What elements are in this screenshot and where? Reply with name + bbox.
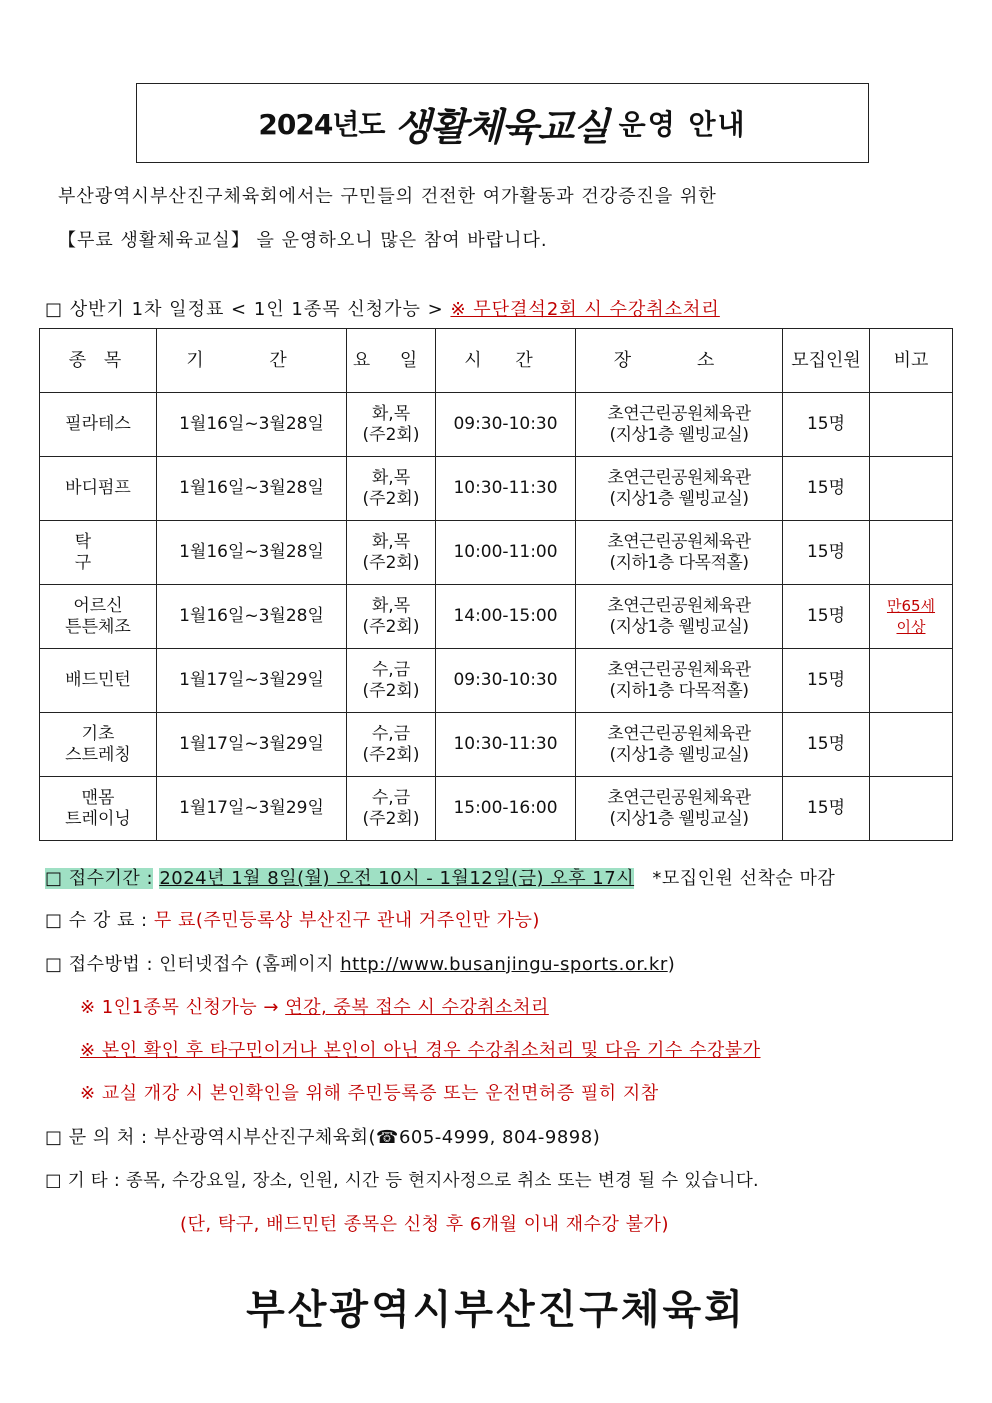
intro-line-2: 【무료 생활체육교실】 을 운영하오니 많은 참여 바랍니다. bbox=[58, 230, 548, 251]
schedule-table bbox=[39, 328, 953, 841]
table-row bbox=[40, 777, 953, 841]
cell-place bbox=[576, 713, 783, 777]
absence-warning: ※ 무단결석2회 시 수강취소처리 bbox=[450, 299, 720, 320]
cell-sport: 어르신 튼튼체조 bbox=[65, 595, 131, 637]
cell-place1: 초연근린공원체육관 bbox=[607, 723, 751, 744]
cell-place1: 초연근린공원체육관 bbox=[607, 467, 751, 488]
cell-days1: 화,목 bbox=[371, 595, 411, 616]
cell-capacity: 15명 bbox=[806, 798, 846, 818]
cell-days1: 화,목 bbox=[371, 467, 411, 488]
cell-sport: 기초 스트레칭 bbox=[65, 723, 131, 765]
cell-place bbox=[576, 393, 783, 457]
title-tail: 운영 안내 bbox=[618, 108, 747, 141]
contact-line: □ 문 의 처 : 부산광역시부산진구체육회(☎605-4999, 804-9898) bbox=[45, 1127, 601, 1148]
cell-days2: (주2회) bbox=[362, 488, 420, 509]
table-row bbox=[40, 649, 953, 713]
header-sport: 종 목 bbox=[40, 329, 157, 393]
cell-period: 1월17일~3월29일 bbox=[179, 798, 324, 818]
cell-time: 10:30-11:30 bbox=[453, 734, 558, 754]
cell-note bbox=[870, 649, 953, 713]
cell-time bbox=[436, 777, 576, 841]
cell-note bbox=[870, 521, 953, 585]
cell-capacity: 15명 bbox=[806, 734, 846, 754]
registration-note: *모집인원 선착순 마감 bbox=[652, 868, 836, 889]
registration-period-line bbox=[45, 864, 835, 890]
cell-period: 1월16일~3월28일 bbox=[179, 478, 324, 498]
intro-line-1: 부산광역시부산진구체육회에서는 구민들의 건전한 여가활동과 건강증진을 위한 bbox=[58, 186, 717, 207]
cell-period bbox=[157, 649, 347, 713]
cell-days bbox=[347, 777, 436, 841]
cell-place bbox=[576, 777, 783, 841]
homepage-link[interactable]: http://www.busanjingu-sports.or.kr bbox=[340, 954, 668, 975]
cell-time: 10:00-11:00 bbox=[453, 542, 558, 562]
cell-sport bbox=[40, 457, 157, 521]
header-place: 장 소 bbox=[576, 329, 783, 393]
cell-days1: 화,목 bbox=[371, 403, 411, 424]
cell-capacity bbox=[783, 713, 870, 777]
cell-sport: 맨몸 트레이닝 bbox=[65, 787, 131, 829]
cell-capacity: 15명 bbox=[806, 478, 846, 498]
cell-place bbox=[576, 521, 783, 585]
table-row bbox=[40, 521, 953, 585]
cell-capacity bbox=[783, 649, 870, 713]
cell-place2: (지상1층 웰빙교실) bbox=[609, 424, 749, 445]
cell-note1: 만65세 bbox=[886, 596, 936, 615]
table-row bbox=[40, 713, 953, 777]
cell-sport: 필라테스 bbox=[65, 414, 131, 434]
cell-time: 09:30-10:30 bbox=[453, 414, 558, 434]
registration-label: □ 접수기간 : bbox=[45, 868, 154, 889]
note-one-sport bbox=[80, 993, 549, 1019]
cell-place1: 초연근린공원체육관 bbox=[607, 787, 751, 808]
cell-place1: 초연근린공원체육관 bbox=[607, 595, 751, 616]
cell-days bbox=[347, 713, 436, 777]
cell-period: 1월16일~3월28일 bbox=[179, 542, 324, 562]
cell-place2: (지하1층 다목적홀) bbox=[609, 680, 749, 701]
note-one-sport-rest: 연강, 중복 접수 시 수강취소처리 bbox=[285, 997, 549, 1018]
cell-note bbox=[870, 713, 953, 777]
cell-days2: (주2회) bbox=[362, 808, 420, 829]
cell-time bbox=[436, 649, 576, 713]
cell-sport: 바디펌프 bbox=[65, 478, 131, 498]
method-close: ) bbox=[667, 954, 676, 975]
method-line bbox=[45, 950, 675, 976]
cell-capacity bbox=[783, 457, 870, 521]
cell-time: 14:00-15:00 bbox=[453, 606, 558, 626]
cell-period: 1월16일~3월28일 bbox=[179, 606, 324, 626]
fee-label: □ 수 강 료 : bbox=[45, 910, 148, 931]
table-row bbox=[40, 457, 953, 521]
cell-note2: 이상 bbox=[896, 617, 926, 636]
cell-period bbox=[157, 713, 347, 777]
note-one-sport-prefix: ※ 1인1종목 신청가능 → bbox=[80, 997, 279, 1018]
cell-period: 1월17일~3월29일 bbox=[179, 734, 324, 754]
cell-sport bbox=[40, 713, 157, 777]
cell-time bbox=[436, 393, 576, 457]
cell-days bbox=[347, 457, 436, 521]
cell-place2: (지상1층 웰빙교실) bbox=[609, 808, 749, 829]
cell-place2: (지상1층 웰빙교실) bbox=[609, 744, 749, 765]
schedule-heading-text: □ 상반기 1차 일정표 < 1인 1종목 신청가능 > bbox=[45, 299, 444, 320]
cell-capacity: 15명 bbox=[806, 414, 846, 434]
etc-note: (단, 탁구, 배드민턴 종목은 신청 후 6개월 이내 재수강 불가) bbox=[180, 1214, 669, 1235]
cell-time: 15:00-16:00 bbox=[453, 798, 558, 818]
header-time: 시 간 bbox=[436, 329, 576, 393]
cell-days bbox=[347, 585, 436, 649]
table-row bbox=[40, 393, 953, 457]
cell-days1: 수,금 bbox=[371, 723, 411, 744]
cell-capacity: 15명 bbox=[806, 542, 846, 562]
cell-time bbox=[436, 521, 576, 585]
title-box bbox=[136, 83, 869, 163]
cell-period bbox=[157, 457, 347, 521]
cell-place bbox=[576, 585, 783, 649]
cell-sport bbox=[40, 649, 157, 713]
cell-capacity bbox=[783, 777, 870, 841]
cell-days bbox=[347, 521, 436, 585]
cell-place2: (지상1층 웰빙교실) bbox=[609, 616, 749, 637]
cell-period bbox=[157, 521, 347, 585]
cell-period: 1월16일~3월28일 bbox=[179, 414, 324, 434]
cell-period bbox=[157, 777, 347, 841]
cell-sport bbox=[40, 585, 157, 649]
cell-days2: (주2회) bbox=[362, 680, 420, 701]
method-label: □ 접수방법 : 인터넷접수 (홈페이지 bbox=[45, 954, 335, 975]
cell-days bbox=[347, 393, 436, 457]
title-year: 2024년도 bbox=[258, 108, 385, 141]
cell-note bbox=[870, 457, 953, 521]
cell-capacity: 15명 bbox=[806, 670, 846, 690]
cell-days2: (주2회) bbox=[362, 552, 420, 573]
cell-note bbox=[870, 777, 953, 841]
cell-time: 09:30-10:30 bbox=[453, 670, 558, 690]
footer-organization: 부산광역시부산진구체육회 bbox=[246, 1287, 746, 1333]
note-identity: ※ 본인 확인 후 타구민이거나 본인이 아닌 경우 수강취소처리 및 다음 기수 수강불가 bbox=[80, 1040, 761, 1061]
cell-time bbox=[436, 457, 576, 521]
cell-days1: 화,목 bbox=[371, 531, 411, 552]
cell-sport bbox=[40, 521, 157, 585]
cell-capacity bbox=[783, 585, 870, 649]
note-bring-id: ※ 교실 개강 시 본인확인을 위해 주민등록증 또는 운전면허증 필히 지참 bbox=[80, 1083, 659, 1104]
cell-place1: 초연근린공원체육관 bbox=[607, 659, 751, 680]
cell-time: 10:30-11:30 bbox=[453, 478, 558, 498]
table-row bbox=[40, 585, 953, 649]
cell-place1: 초연근린공원체육관 bbox=[607, 403, 751, 424]
cell-sport bbox=[40, 777, 157, 841]
cell-note bbox=[870, 585, 953, 649]
cell-sport: 탁 구 bbox=[74, 531, 122, 573]
cell-place1: 초연근린공원체육관 bbox=[607, 531, 751, 552]
table-header-row bbox=[40, 329, 953, 393]
cell-place bbox=[576, 457, 783, 521]
title-main: 생활체육교실 bbox=[394, 104, 609, 149]
cell-capacity bbox=[783, 521, 870, 585]
cell-capacity: 15명 bbox=[806, 606, 846, 626]
cell-days2: (주2회) bbox=[362, 616, 420, 637]
fee-line bbox=[45, 906, 540, 932]
cell-days1: 수,금 bbox=[371, 659, 411, 680]
cell-period bbox=[157, 585, 347, 649]
cell-place2: (지하1층 다목적홀) bbox=[609, 552, 749, 573]
cell-time bbox=[436, 585, 576, 649]
cell-days1: 수,금 bbox=[371, 787, 411, 808]
etc-line: □ 기 타 : 종목, 수강요일, 장소, 인원, 시간 등 현지사정으로 취소 또는 변경 될 수 있습니다. bbox=[45, 1171, 759, 1191]
cell-days2: (주2회) bbox=[362, 744, 420, 765]
cell-days bbox=[347, 649, 436, 713]
cell-sport: 배드민턴 bbox=[65, 670, 131, 690]
header-note: 비고 bbox=[870, 329, 953, 393]
cell-note bbox=[870, 393, 953, 457]
header-capacity: 모집인원 bbox=[783, 329, 870, 393]
cell-capacity bbox=[783, 393, 870, 457]
cell-time bbox=[436, 713, 576, 777]
cell-place2: (지상1층 웰빙교실) bbox=[609, 488, 749, 509]
header-period: 기 간 bbox=[157, 329, 347, 393]
cell-sport bbox=[40, 393, 157, 457]
header-days: 요 일 bbox=[347, 329, 436, 393]
cell-days2: (주2회) bbox=[362, 424, 420, 445]
schedule-heading bbox=[45, 295, 720, 321]
cell-period: 1월17일~3월29일 bbox=[179, 670, 324, 690]
cell-place bbox=[576, 649, 783, 713]
fee-value: 무 료(주민등록상 부산진구 관내 거주인만 가능) bbox=[153, 910, 540, 931]
registration-period: 2024년 1월 8일(월) 오전 10시 - 1월12일(금) 오후 17시 bbox=[159, 868, 635, 889]
cell-period bbox=[157, 393, 347, 457]
